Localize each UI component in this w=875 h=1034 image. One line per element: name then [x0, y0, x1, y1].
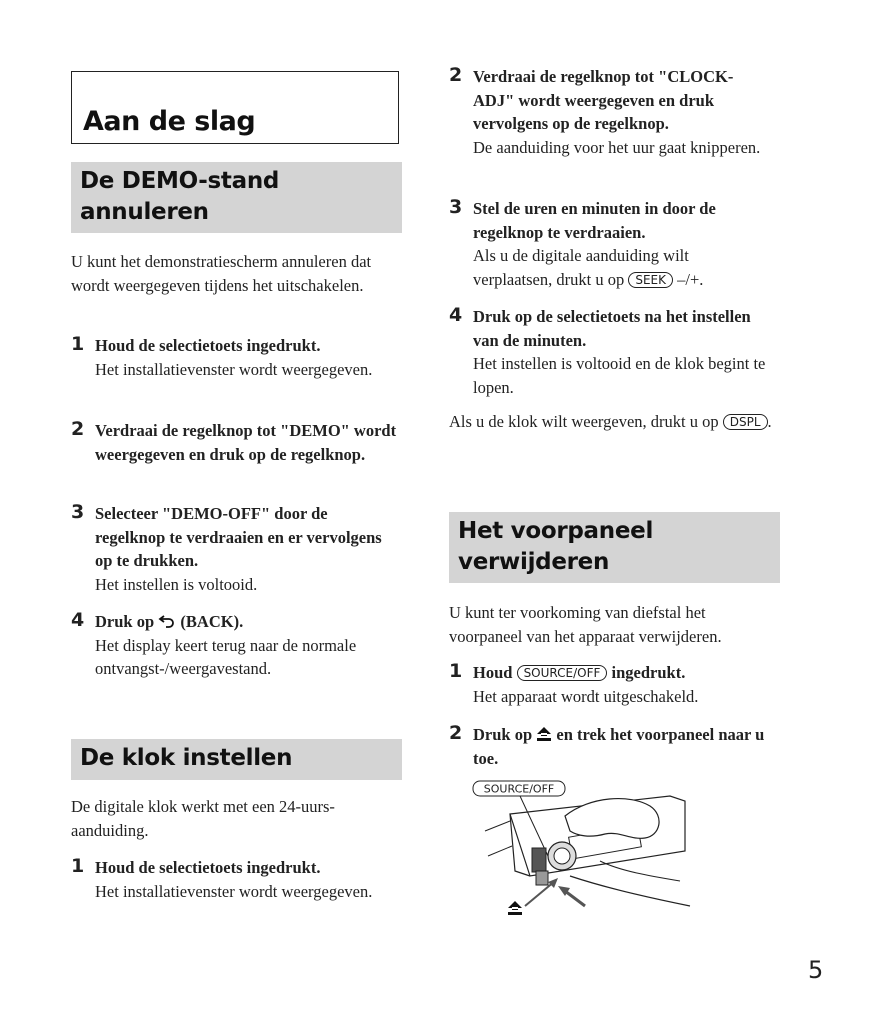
step-description: Het instellen is voltooid.	[95, 574, 258, 594]
front-panel-illustration	[470, 776, 695, 921]
clock-outro-post: .	[767, 412, 772, 431]
step-instruction: Houd de selectietoets ingedrukt.	[95, 336, 321, 355]
back-arrow-icon	[158, 614, 176, 628]
step-number: 1	[449, 660, 463, 682]
step-instruction: Selecteer "DEMO-OFF" door de regelknop te verdraaien en er vervolgens op te drukken.	[95, 504, 382, 570]
release-button-icon	[536, 726, 552, 742]
clock-outro	[449, 410, 781, 434]
step-description: De aanduiding voor het uur gaat knipperen.	[473, 137, 761, 157]
step-description: Het instellen is voltooid en de klok begint te lopen.	[473, 354, 766, 397]
clock-heading: De klok instellen	[71, 739, 402, 780]
clock-intro: De digitale klok werkt met een 24-uurs-aanduiding.	[71, 797, 335, 840]
step-number: 1	[71, 855, 85, 877]
step-description-pre: Als u de digitale aanduiding wilt verplaatsen, drukt u op	[473, 246, 689, 289]
panel-heading: Het voorpaneel verwijderen	[449, 512, 780, 583]
step-instruction-post: en trek het voorpaneel naar u toe.	[473, 725, 765, 768]
dspl-button-label: DSPL	[723, 414, 768, 430]
demo-intro: U kunt het demonstratiescherm annuleren dat wordt weergegeven tijdens het uitschakelen.	[71, 252, 372, 295]
clock-outro-pre: Als u de klok wilt weergeven, drukt u op	[449, 412, 719, 431]
step-instruction: Verdraai de regelknop tot "DEMO" wordt weergegeven en druk op de regelknop.	[95, 421, 397, 464]
step-instruction-pre: Houd	[473, 663, 513, 682]
source-off-button-label: SOURCE/OFF	[517, 665, 608, 681]
seek-button-label: SEEK	[628, 272, 673, 288]
step-number: 2	[71, 418, 85, 440]
panel-intro: U kunt ter voorkoming van diefstal het voorpaneel van het apparaat verwijderen.	[449, 603, 722, 646]
page-number: 5	[808, 956, 824, 984]
demo-heading: De DEMO-stand annuleren	[71, 162, 402, 233]
step-description: Het installatievenster wordt weergegeven.	[95, 881, 373, 901]
step-number: 3	[449, 196, 463, 218]
step-description: Het display keert terug naar de normale ontvangst-/weergavestand.	[95, 635, 357, 678]
step-description: Het apparaat wordt uitgeschakeld.	[473, 686, 699, 706]
step-instruction-pre: Druk op	[95, 612, 155, 631]
step-number: 1	[71, 333, 85, 355]
step-number: 2	[449, 722, 463, 744]
step-instruction-pre: Druk op	[473, 725, 533, 744]
step-instruction: Druk op de selectietoets na het instellen van de minuten.	[473, 307, 751, 350]
step-instruction-post: (BACK).	[180, 612, 244, 631]
figure-release-icon	[508, 901, 522, 915]
step-number: 4	[71, 609, 85, 631]
step-number: 4	[449, 304, 463, 326]
step-description-post: –/+.	[677, 269, 704, 289]
step-number: 3	[71, 501, 85, 523]
step-instruction: Verdraai de regelknop tot "CLOCK-ADJ" wordt weergegeven en druk vervolgens op de regelknop.	[473, 67, 734, 133]
step-instruction: Stel de uren en minuten in door de regelknop te verdraaien.	[473, 199, 716, 242]
step-number: 2	[449, 64, 463, 86]
page-title: Aan de slag	[83, 106, 256, 137]
step-instruction-post: ingedrukt.	[611, 663, 686, 682]
step-instruction: Houd de selectietoets ingedrukt.	[95, 858, 321, 877]
page-title-box	[71, 71, 399, 144]
figure-source-off-label: SOURCE/OFF	[483, 782, 555, 796]
step-description: Het installatievenster wordt weergegeven.	[95, 359, 373, 379]
